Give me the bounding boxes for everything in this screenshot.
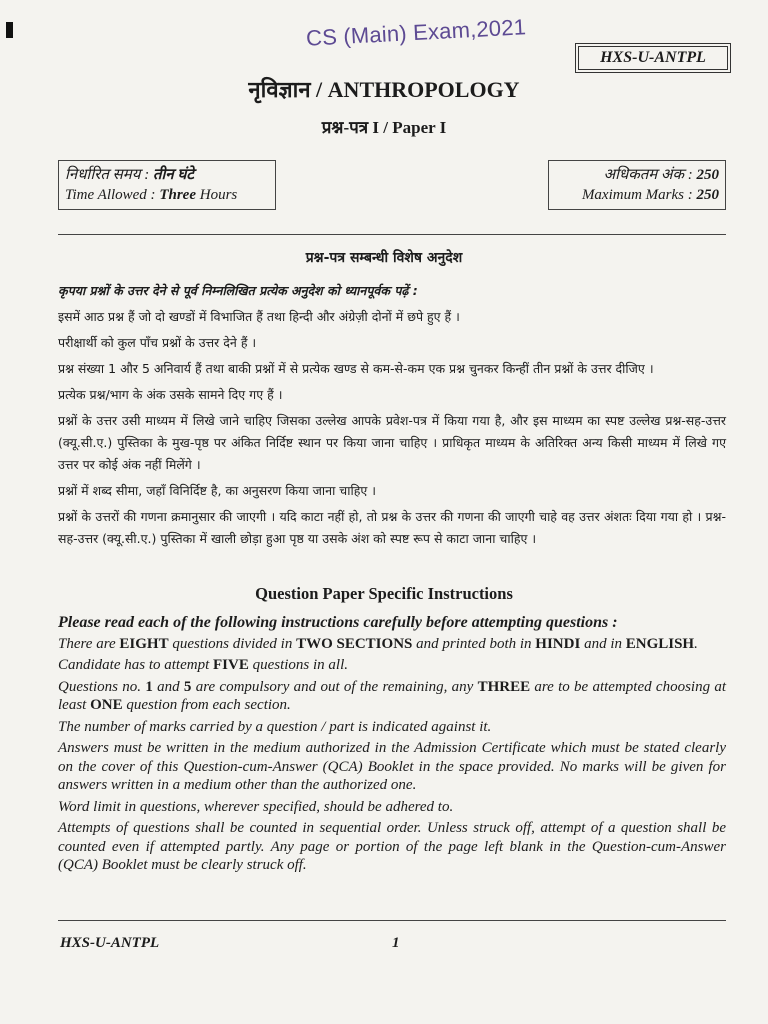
hindi-instruction-6: प्रश्नों में शब्द सीमा, जहाँ विनिर्दिष्ट है, का अनुसरण किया जाना चाहिए ।: [58, 483, 376, 498]
marks-hindi-label: अधिकतम अंक :: [603, 167, 693, 183]
english-instruction-6: Word limit in questions, wherever specified, should be adhered to.: [58, 798, 454, 815]
english-instruction-1: [58, 635, 726, 654]
hindi-instruction-1: इसमें आठ प्रश्न हैं जो दो खण्डों में विभाजित हैं तथा हिन्दी और अंग्रेज़ी दोनों में छपे हुए हैं ।: [58, 309, 460, 324]
marks-hindi-line: [555, 165, 719, 185]
emphasis: ENGLISH: [625, 635, 695, 652]
hindi-instructions-lead: कृपया प्रश्नों के उत्तर देने से पूर्व निम्नलिखित प्रत्येक अनुदेश को ध्यानपूर्वक पढ़ें :: [58, 283, 418, 298]
emphasis: ONE: [90, 697, 123, 713]
footer-paper-code: HXS-U-ANTPL: [60, 935, 160, 951]
emphasis: EIGHT: [119, 635, 169, 652]
divider-top: [58, 234, 726, 235]
marks-english-label: Maximum Marks :: [581, 187, 693, 203]
hindi-instruction-2: परीक्षार्थी को कुल पाँच प्रश्नों के उत्तर देने हैं ।: [58, 335, 257, 350]
hindi-instruction-3: प्रश्न संख्या 1 और 5 अनिवार्य हैं तथा बाकी प्रश्नों में से प्रत्येक खण्ड से कम-से-कम एक प्रश्न चुनकर किन्हीं तीन प्रश्नों के उत्तर दीजिए ।: [58, 361, 654, 376]
time-english-line: [65, 185, 269, 205]
paper-code-box: HXS-U-ANTPL: [578, 46, 728, 70]
page-number: 1: [392, 935, 400, 951]
time-hindi-value: तीन घंटे: [152, 167, 194, 183]
time-english-value: Three: [159, 187, 196, 203]
hindi-instruction-5: प्रश्नों के उत्तर उसी माध्यम में लिखे जाने चाहिए जिसका उल्लेख आपके प्रवेश-पत्र में किया गया है, और इस माध्यम का स्पष्ट उल्लेख प्रश्न-सह-उत्तर (क्यू.सी.ए.) पुस्तिका के मुख-पृष्ठ पर अंकित निर्दिष्ट स्थान पर किया जाना चाहिए । प्राधिकृत माध्यम के अतिरिक्त अन्य किसी माध्यम में लिखे गए उत्तर पर कोई अंक नहीं मिलेंगे ।: [58, 413, 726, 472]
paper-subtitle: प्रश्न-पत्र I / Paper I: [321, 118, 447, 137]
marks-english-line: [555, 185, 719, 205]
english-instruction-5: Answers must be written in the medium authorized in the Admission Certificate which must be stated clearly on the cover of this Question-cum-Answer (QCA) Booklet in the space provided. No marks will be given for answers written in a medium other than the authorized one.: [58, 740, 726, 793]
maximum-marks-box: [548, 160, 726, 210]
time-hindi-label: निर्धारित समय :: [65, 167, 150, 183]
text-run: are to be attempted choosing at least: [58, 678, 727, 713]
text-run: Questions no.: [58, 678, 146, 695]
emphasis: HINDI: [535, 635, 581, 652]
time-allowed-box: [58, 160, 276, 210]
paper-title: नृविज्ञान / ANTHROPOLOGY: [248, 77, 520, 102]
english-instructions: [58, 614, 726, 878]
english-instruction-7: Attempts of questions shall be counted in sequential order. Unless struck off, attempt of a question shall be counted even if attempted partly. Any page or portion of the page left blank in the Question-cum-Answer (QCA) Booklet must be clearly struck off.: [58, 820, 726, 873]
marks-english-value: 250: [696, 187, 719, 203]
emphasis: 1: [145, 678, 153, 695]
hindi-instruction-7: प्रश्नों के उत्तरों की गणना क्रमानुसार की जाएगी । यदि काटा नहीं हो, तो प्रश्न के उत्तर की गणना की जाएगी चाहे वह उत्तर अंशतः दिया गया हो । प्रश्न-सह-उत्तर (क्यू.सी.ए.) पुस्तिका में खाली छोड़ा हुआ पृष्ठ या उसके अंश को स्पष्ट रूप से काटा जाना चाहिए ।: [58, 509, 726, 546]
exam-stamp: CS (Main) Exam,2021: [305, 14, 527, 51]
hindi-instructions-heading: प्रश्न-पत्र सम्बन्धी विशेष अनुदेश: [305, 250, 463, 266]
text-run: questions in all.: [248, 657, 349, 673]
registration-mark: [6, 22, 13, 38]
time-english-unit: Hours: [195, 187, 238, 203]
english-instructions-heading: Question Paper Specific Instructions: [255, 584, 513, 603]
english-instruction-2: [58, 656, 726, 675]
emphasis: 5: [183, 678, 192, 695]
time-english-label: Time Allowed :: [65, 187, 156, 203]
english-instructions-lead: Please read each of the following instructions carefully before attempting questions :: [58, 614, 618, 631]
hindi-instructions: [58, 280, 726, 554]
text-run: and printed both in: [412, 635, 536, 652]
emphasis: FIVE: [213, 657, 249, 673]
text-run: questions divided in: [168, 635, 297, 652]
text-run: are compulsory and out of the remaining, any: [191, 678, 478, 695]
english-instruction-4: The number of marks carried by a question / part is indicated against it.: [58, 718, 492, 735]
emphasis: TWO SECTIONS: [296, 635, 413, 652]
text-run: question from each section.: [122, 697, 291, 713]
english-instruction-3: [58, 678, 726, 715]
text-run: Candidate has to attempt: [58, 657, 213, 673]
hindi-instruction-4: प्रत्येक प्रश्न/भाग के अंक उसके सामने दिए गए हैं ।: [58, 387, 283, 402]
text-run: There are: [58, 635, 120, 652]
text-run: and: [152, 678, 184, 695]
divider-bottom: [58, 920, 726, 921]
emphasis: THREE: [477, 678, 531, 695]
text-run: and in: [580, 635, 626, 652]
time-hindi-line: [65, 165, 269, 185]
marks-hindi-value: 250: [696, 167, 719, 183]
text-run: .: [694, 635, 698, 652]
